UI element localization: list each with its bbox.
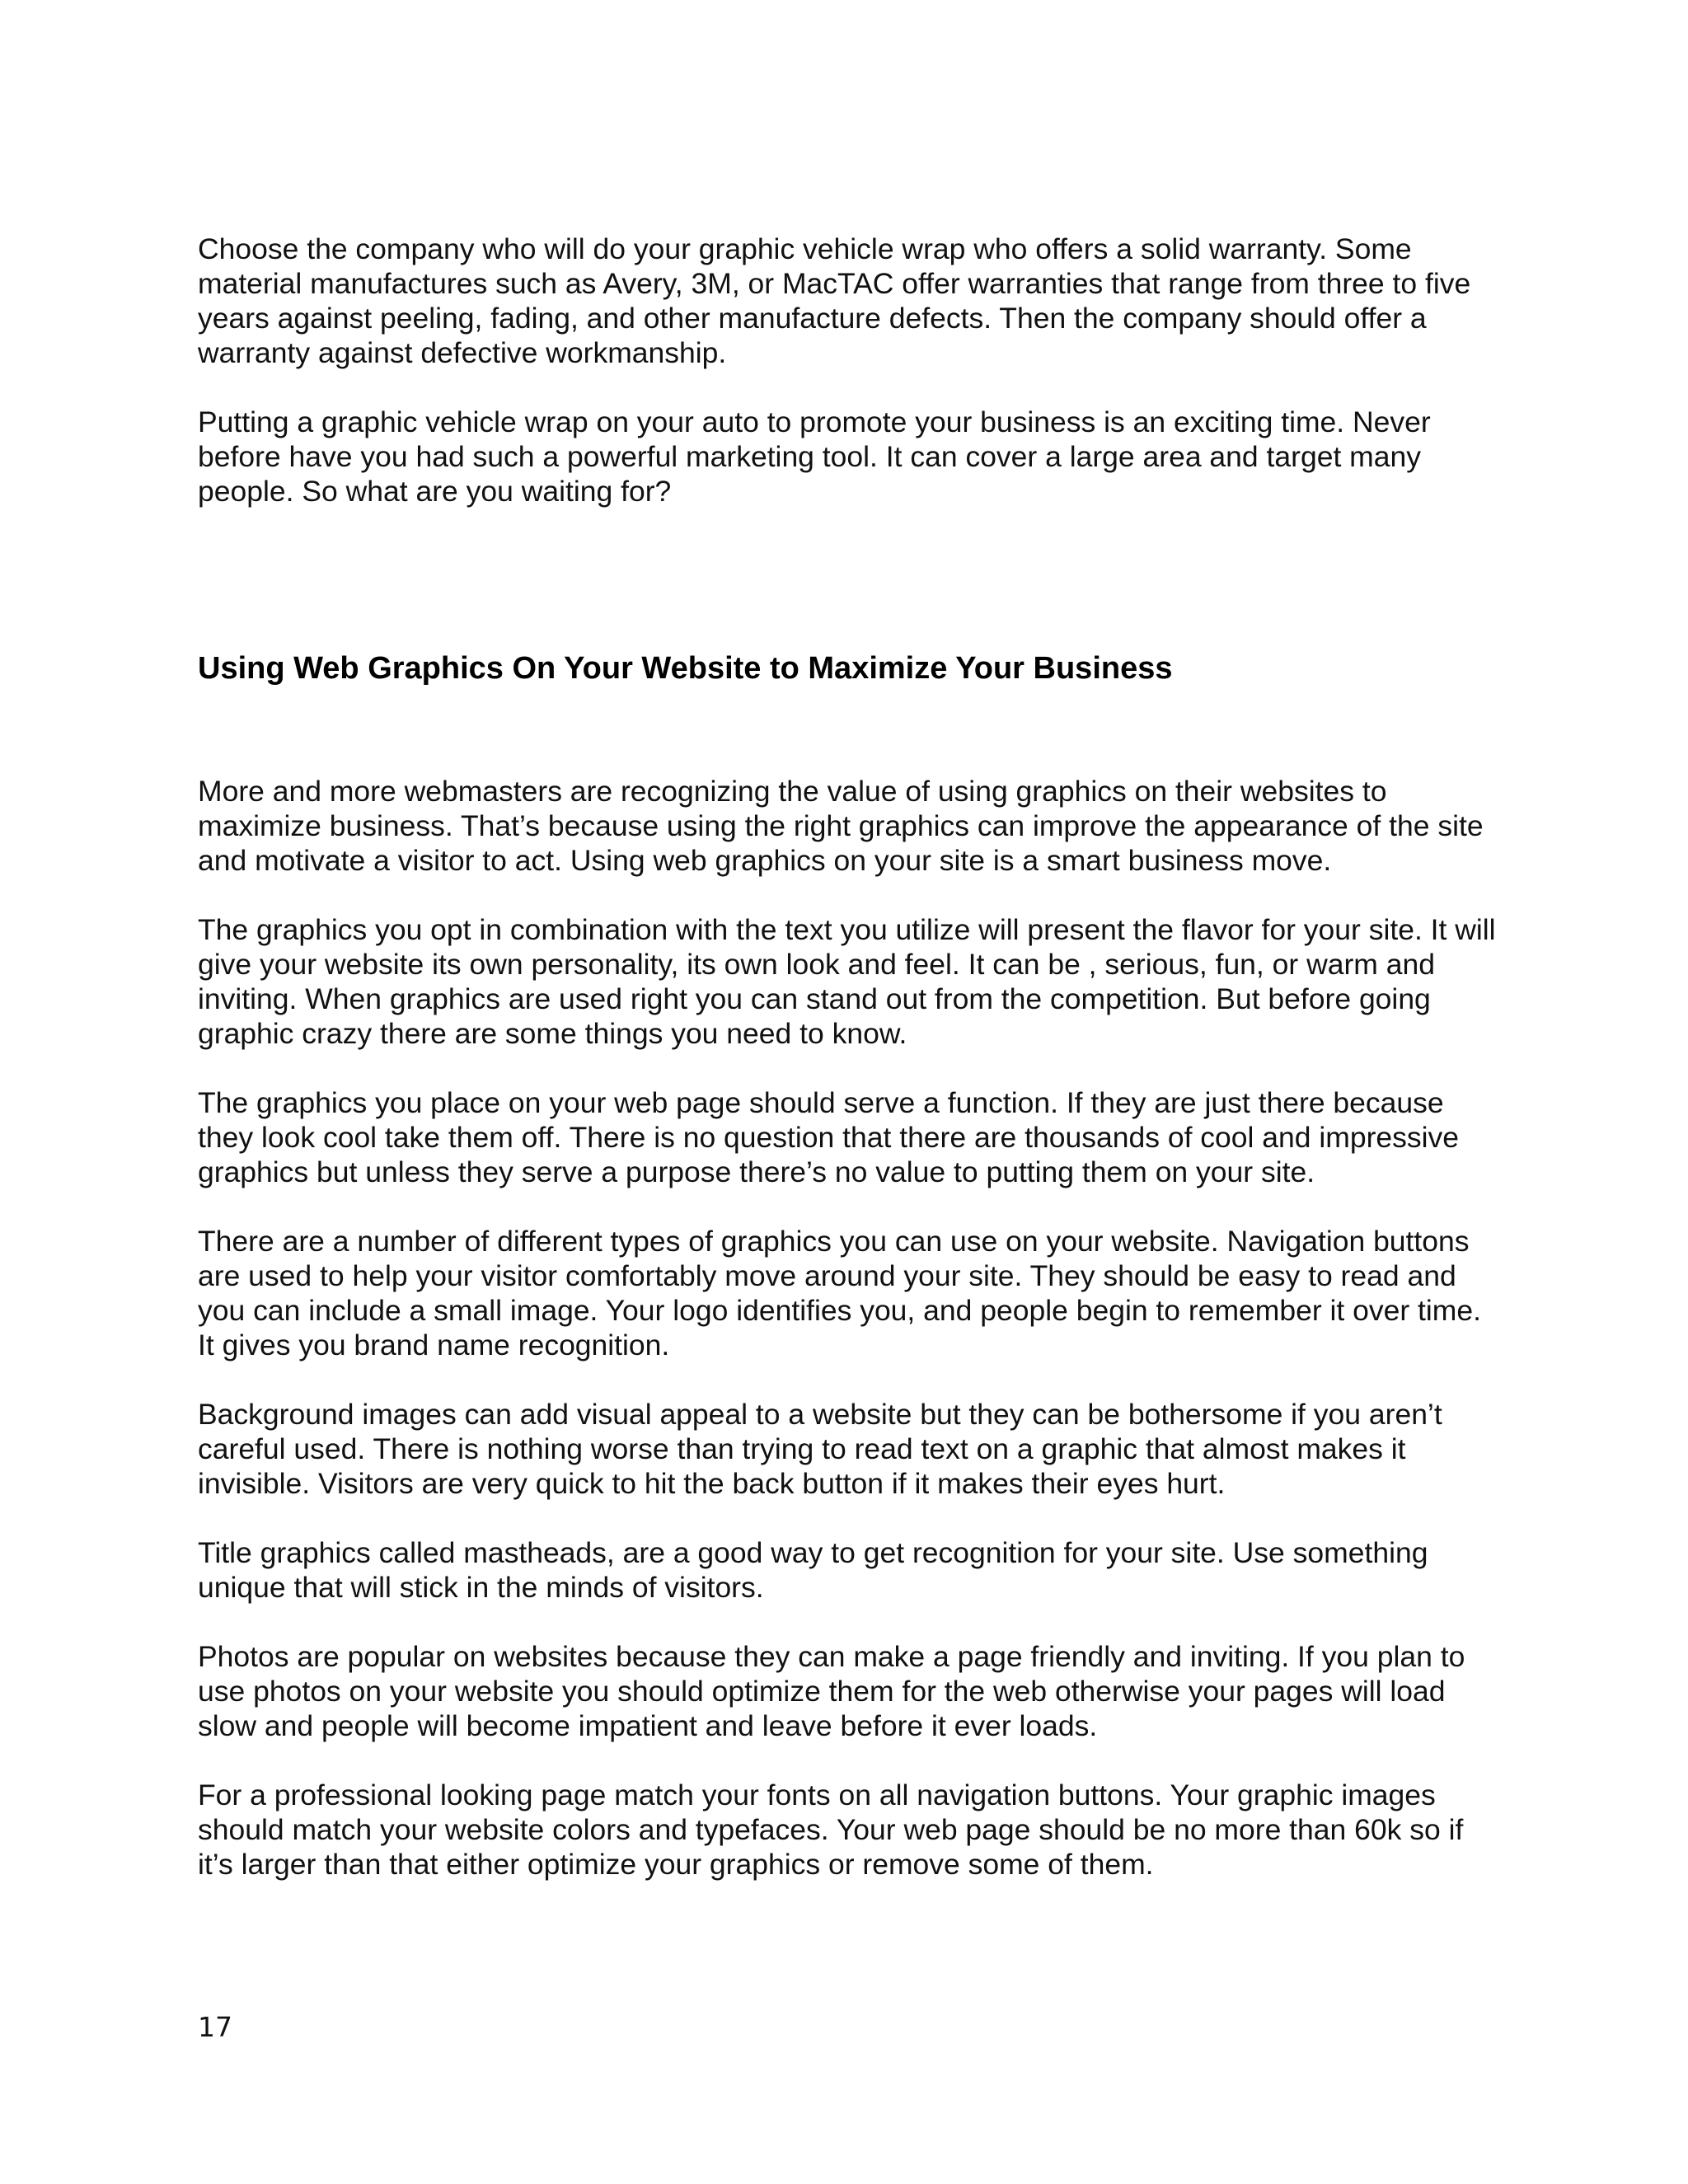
- section-paragraph-1: More and more webmasters are recognizing the value of using graphics on their websites to maximize business. That’s because using the right graphics can improve the appearance of the site and motivate a visitor to act. Using web graphics on your site is a smart business move.: [198, 775, 1484, 877]
- intro-paragraph-2: Putting a graphic vehicle wrap on your auto to promote your business is an exciting time. Never before have you had such a powerful marketing tool. It can cover a large area and target many people. So what are you waiting for?: [198, 405, 1431, 508]
- section-spacer: [198, 509, 1500, 649]
- paragraph-spacer: [198, 878, 1500, 912]
- section-paragraph-5: Background images can add visual appeal to a website but they can be bothersome if you aren’t careful used. There is nothing worse than trying to read text on a graphic that almost makes it invisible. Visitors are very quick to hit the back button if it makes their eyes hurt.: [198, 1398, 1442, 1500]
- section-paragraph-8: For a professional looking page match your fonts on all navigation buttons. Your graphic images should match your website colors and typefaces. Your web page should be no more than 60k so if it’s larger than that either optimize your graphics or remove some of them.: [198, 1779, 1464, 1881]
- paragraph-spacer: [198, 1605, 1500, 1639]
- section-paragraph-7: Photos are popular on websites because they can make a page friendly and inviting. If you plan to use photos on your website you should optimize them for the web otherwise your pages will load slow and people will become impatient and leave before it ever loads.: [198, 1640, 1465, 1742]
- paragraph-spacer: [198, 1501, 1500, 1535]
- section-paragraph-4: There are a number of different types of graphics you can use on your website. Navigation buttons are used to help your visitor comfortably move around your site. They should be easy to read and you can include a small image. Your logo identifies you, and people begin to remember it over time. It gives you brand name recognition.: [198, 1225, 1481, 1361]
- paragraph-spacer: [198, 1051, 1500, 1085]
- paragraph-spacer: [198, 370, 1500, 405]
- page-number: 17: [198, 2011, 232, 2043]
- section-paragraph-3: The graphics you place on your web page should serve a function. If they are just there because they look cool take them off. There is no question that there are thousands of cool and impressive graphics but unless they serve a purpose there’s no value to putting them on your site.: [198, 1086, 1460, 1188]
- intro-paragraph-1: Choose the company who will do your graphic vehicle wrap who offers a solid warranty. Some material manufactures such as Avery, 3M, or MacTAC offer warranties that range from three to five years against peeling, fading, and other manufacture defects. Then the company should offer a warranty against defective workmanship.: [198, 232, 1471, 369]
- section-paragraph-2: The graphics you opt in combination with the text you utilize will present the flavor for your site. It will give your website its own personality, its own look and feel. It can be , serious, fun, or warm and inviting. When graphics are used right you can stand out from the competition. But before going graphic crazy there are some things you need to know.: [198, 913, 1496, 1050]
- section-paragraph-6: Title graphics called mastheads, are a good way to get recognition for your site. Use something unique that will stick in the minds of visitors.: [198, 1536, 1428, 1604]
- page-content: [198, 232, 1500, 1882]
- heading-spacer: [198, 688, 1500, 774]
- paragraph-spacer: [198, 1189, 1500, 1224]
- section-heading: Using Web Graphics On Your Website to Maximize Your Business: [198, 651, 1173, 686]
- paragraph-spacer: [198, 1362, 1500, 1397]
- paragraph-spacer: [198, 1743, 1500, 1778]
